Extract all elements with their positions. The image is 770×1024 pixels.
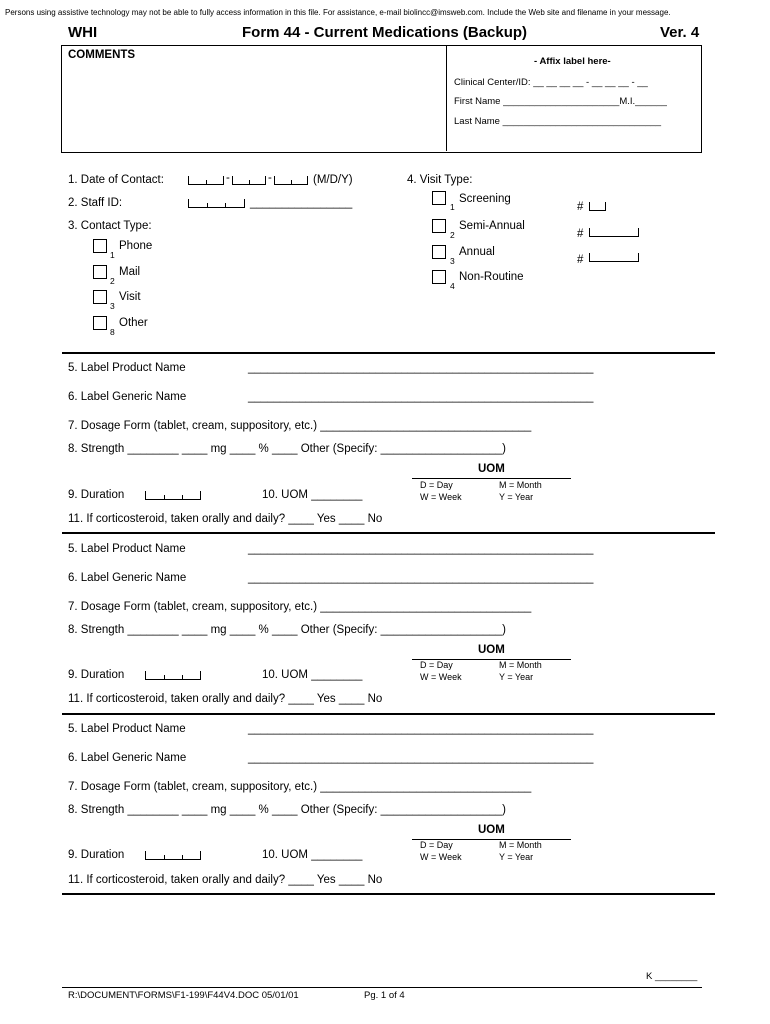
code: 3: [450, 256, 455, 266]
uom-month: M = Month: [499, 480, 542, 490]
uom-year: Y = Year: [499, 492, 534, 502]
section-divider: [62, 532, 715, 534]
date-format: (M/D/Y): [313, 174, 353, 186]
visit-screening-checkbox[interactable]: [432, 191, 446, 205]
duration-box[interactable]: [145, 851, 201, 860]
uom-field[interactable]: 10. UOM ________: [262, 489, 363, 501]
contact-visit-checkbox[interactable]: [93, 290, 107, 304]
corticosteroid-question[interactable]: 11. If corticosteroid, taken orally and daily? ____ Yes ____ No: [68, 874, 383, 886]
accessibility-notice: Persons using assistive technology may not be able to fully access information in this file. For assistance, e-mail biolincc@imsweb.com. Include the Web site and filename in your message.: [5, 8, 671, 17]
dosage-form-field[interactable]: 7. Dosage Form (tablet, cream, suppository, etc.) _________________________________: [68, 781, 532, 793]
uom-rule: [412, 478, 571, 479]
last-name-field[interactable]: Last Name ______________________________: [454, 116, 662, 127]
label-product-name-label: 5. Label Product Name: [68, 543, 186, 555]
staff-id-line[interactable]: ________________: [250, 197, 353, 209]
uom-week: W = Week: [420, 492, 462, 502]
generic-name-line[interactable]: ______________________________________________________: [248, 572, 594, 584]
visit-semiannual-label: Semi-Annual: [459, 220, 525, 232]
product-name-line[interactable]: ______________________________________________________: [248, 543, 594, 555]
uom-year: Y = Year: [499, 852, 534, 862]
uom-title: UOM: [478, 463, 505, 475]
product-name-line[interactable]: ______________________________________________________: [248, 362, 594, 374]
annual-number-box[interactable]: [589, 253, 639, 262]
staff-id-label: 2. Staff ID:: [68, 197, 123, 209]
first-name-field[interactable]: First Name ______________________M.I.______: [454, 96, 667, 107]
label-generic-name-label: 6. Label Generic Name: [68, 391, 187, 403]
contact-other-label: Other: [119, 317, 148, 329]
contact-mail-checkbox[interactable]: [93, 265, 107, 279]
visit-type-label: 4. Visit Type:: [407, 174, 473, 186]
visit-screening-label: Screening: [459, 193, 511, 205]
visit-nonroutine-checkbox[interactable]: [432, 270, 446, 284]
strength-field[interactable]: 8. Strength ________ ____ mg ____ % ____ Other (Specify: ___________________): [68, 804, 506, 816]
hash-label: #: [577, 228, 584, 240]
visit-semiannual-checkbox[interactable]: [432, 219, 446, 233]
duration-label: 9. Duration: [68, 849, 125, 861]
uom-title: UOM: [478, 824, 505, 836]
visit-nonroutine-label: Non-Routine: [459, 271, 524, 283]
comments-divider: [446, 46, 447, 151]
uom-field[interactable]: 10. UOM ________: [262, 669, 363, 681]
strength-field[interactable]: 8. Strength ________ ____ mg ____ % ____ Other (Specify: ___________________): [68, 624, 506, 636]
section-divider: [62, 893, 715, 895]
page-number: Pg. 1 of 4: [364, 990, 405, 1001]
contact-phone-checkbox[interactable]: [93, 239, 107, 253]
generic-name-line[interactable]: ______________________________________________________: [248, 391, 594, 403]
staff-id-box[interactable]: [188, 199, 245, 208]
form-version: Ver. 4: [660, 24, 700, 41]
strength-field[interactable]: 8. Strength ________ ____ mg ____ % ____ Other (Specify: ___________________): [68, 443, 506, 455]
semiannual-number-box[interactable]: [589, 228, 639, 237]
page-title: Form 44 - Current Medications (Backup): [242, 24, 528, 41]
label-product-name-label: 5. Label Product Name: [68, 362, 186, 374]
footer-rule: [62, 987, 702, 988]
uom-day: D = Day: [420, 660, 453, 670]
contact-other-checkbox[interactable]: [93, 316, 107, 330]
contact-phone-label: Phone: [119, 240, 153, 252]
code: 8: [110, 327, 115, 337]
uom-day: D = Day: [420, 480, 453, 490]
code: 3: [110, 301, 115, 311]
duration-box[interactable]: [145, 671, 201, 680]
contact-visit-label: Visit: [119, 291, 141, 303]
code: 2: [110, 276, 115, 286]
code: 2: [450, 230, 455, 240]
dosage-form-field[interactable]: 7. Dosage Form (tablet, cream, suppository, etc.) _________________________________: [68, 601, 532, 613]
uom-day: D = Day: [420, 840, 453, 850]
uom-year: Y = Year: [499, 672, 534, 682]
section-divider: [62, 352, 715, 354]
document-path: R:\DOCUMENT\FORMS\F1-199\F44V4.DOC 05/01/01: [68, 990, 299, 1001]
corticosteroid-question[interactable]: 11. If corticosteroid, taken orally and daily? ____ Yes ____ No: [68, 513, 383, 525]
duration-label: 9. Duration: [68, 669, 125, 681]
dosage-form-field[interactable]: 7. Dosage Form (tablet, cream, suppository, etc.) _________________________________: [68, 420, 532, 432]
product-name-line[interactable]: ______________________________________________________: [248, 723, 594, 735]
hash-label: #: [577, 201, 584, 213]
duration-box[interactable]: [145, 491, 201, 500]
affix-label-title: - Affix label here-: [534, 56, 611, 67]
uom-field[interactable]: 10. UOM ________: [262, 849, 363, 861]
uom-week: W = Week: [420, 852, 462, 862]
code: 1: [450, 202, 455, 212]
label-product-name-label: 5. Label Product Name: [68, 723, 186, 735]
code: 4: [450, 281, 455, 291]
code: 1: [110, 250, 115, 260]
visit-annual-checkbox[interactable]: [432, 245, 446, 259]
uom-month: M = Month: [499, 840, 542, 850]
corticosteroid-question[interactable]: 11. If corticosteroid, taken orally and daily? ____ Yes ____ No: [68, 693, 383, 705]
hash-label: #: [577, 254, 584, 266]
date-year-box[interactable]: [274, 176, 308, 185]
k-field[interactable]: K ________: [646, 971, 698, 982]
section-divider: [62, 713, 715, 715]
date-month-box[interactable]: [188, 176, 224, 185]
duration-label: 9. Duration: [68, 489, 125, 501]
contact-mail-label: Mail: [119, 266, 141, 278]
uom-title: UOM: [478, 644, 505, 656]
header-left: WHI: [68, 24, 98, 41]
generic-name-line[interactable]: ______________________________________________________: [248, 752, 594, 764]
uom-month: M = Month: [499, 660, 542, 670]
contact-type-label: 3. Contact Type:: [68, 220, 152, 232]
date-day-box[interactable]: [232, 176, 266, 185]
clinical-center-id[interactable]: Clinical Center/ID: __ __ __ __ - __ __ __ - __: [454, 77, 648, 88]
date-of-contact-label: 1. Date of Contact:: [68, 174, 164, 186]
screening-number-box[interactable]: [589, 202, 606, 211]
visit-annual-label: Annual: [459, 246, 495, 258]
uom-week: W = Week: [420, 672, 462, 682]
comments-label: COMMENTS: [68, 49, 136, 61]
label-generic-name-label: 6. Label Generic Name: [68, 572, 187, 584]
label-generic-name-label: 6. Label Generic Name: [68, 752, 187, 764]
